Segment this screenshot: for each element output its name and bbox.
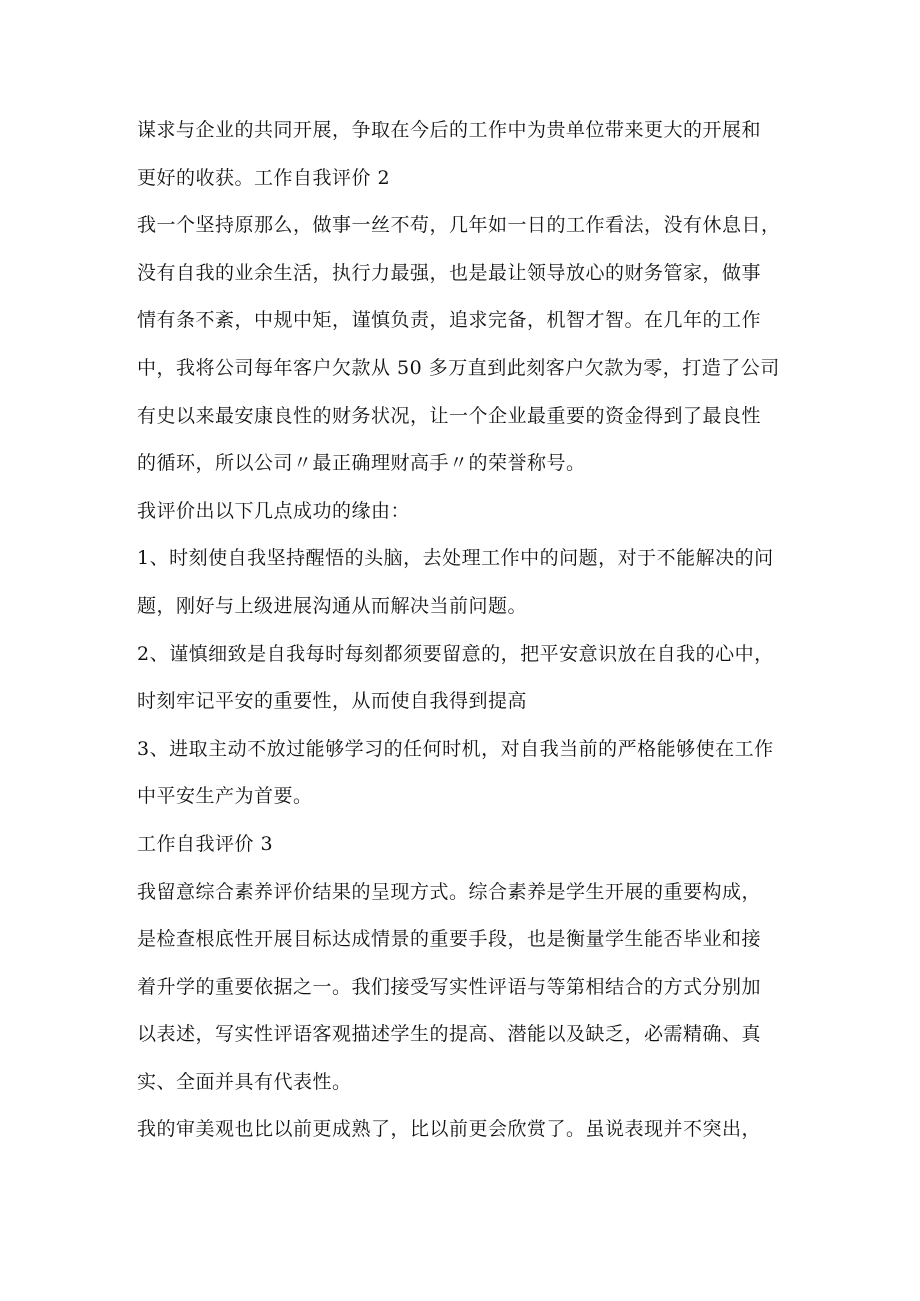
text-line: 3、进取主动不放过能够学习的任何时机，对自我当前的严格能够使在工作 [137,737,774,760]
text-line: 有史以来最安康良性的财务状况，让一个企业最重要的资金得到了最良性 [137,404,762,427]
text-line: 题，刚好与上级进展沟通从而解决当前问题。 [137,594,528,617]
text-line: 的循环，所以公司〃最正确理财高手〃的荣誉称号。 [137,452,586,475]
text-line: 中，我将公司每年客户欠款从 50 多万直到此刻客户欠款为零，打造了公司 [137,356,780,379]
text-line: 着升学的重要依据之一。我们接受写实性评语与等第相结合的方式分别加 [137,975,762,998]
text-line: 是检查根底性开展目标达成情景的重要手段，也是衡量学生能否毕业和接 [137,928,762,951]
text-line: 中平安生产为首要。 [137,785,313,808]
text-line: 我评价出以下几点成功的缘由： [137,499,411,522]
text-line: 我的审美观也比以前更成熟了，比以前更会欣赏了。虽说表现并不突出， [137,1118,762,1141]
document-body [137,107,797,1154]
text-line: 情有条不紊，中规中矩，谨慎负责，追求完备，机智才智。在几年的工作 [137,309,762,332]
text-line: 以表述，写实性评语客观描述学生的提高、潜能以及缺乏，必需精确、真 [137,1023,762,1046]
text-line: 没有自我的业余生活，执行力最强，也是最让领导放心的财务管家，做事 [137,261,762,284]
text-line: 2、谨慎细致是自我每时每刻都须要留意的，把平安意识放在自我的心中， [137,642,774,665]
text-line: 我留意综合素养评价结果的呈现方式。综合素养是学生开展的重要构成， [137,880,762,903]
text-line: 谋求与企业的共同开展，争取在今后的工作中为贵单位带来更大的开展和 [137,119,762,141]
text-line: 我一个坚持原那么，做事一丝不苟，几年如一日的工作看法，没有休息日， [137,214,781,237]
text-line: 1、时刻使自我坚持醒悟的头脑，去处理工作中的问题，对于不能解决的问 [137,547,774,570]
text-line: 更好的收获。工作自我评价 2 [137,166,391,189]
text-line: 工作自我评价 3 [137,832,274,855]
text-line: 时刻牢记平安的重要性，从而使自我得到提高 [137,690,528,713]
text-line: 实、全面并具有代表性。 [137,1070,352,1093]
